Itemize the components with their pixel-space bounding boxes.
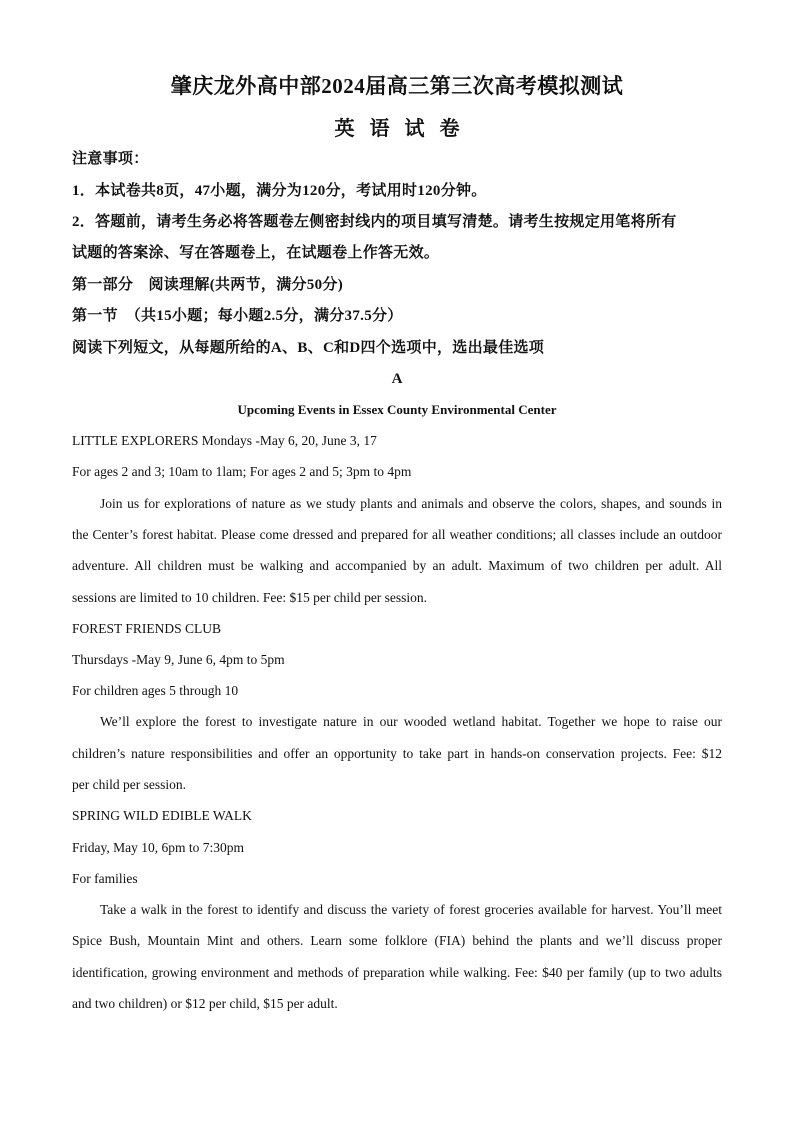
event2-paragraph-line-3: per child per session. — [72, 777, 186, 792]
event3-paragraph-line-2: Spice Bush, Mountain Mint and others. Learn some folklore (FIA) behind the plants and we’ll discuss proper — [72, 933, 722, 948]
notice-item-2-line-2: 试题的答案涂、写在答题卷上，在试题卷上作答无效。 — [72, 245, 440, 261]
passage-title: Upcoming Events in Essex County Environmental Center — [237, 402, 557, 417]
part1-heading: 第一部分 阅读理解(共两节，满分50分) — [72, 277, 343, 293]
event2-heading: FOREST FRIENDS CLUB — [72, 621, 222, 636]
event1-paragraph-line-2: the Center’s forest habitat. Please come dressed and prepared for all weather conditions; all classes include an outdoor — [72, 527, 722, 542]
event3-info-1: Friday, May 10, 6pm to 7:30pm — [72, 840, 244, 855]
event1-paragraph-line-1: Join us for explorations of nature as we study plants and animals and observe the colors, shapes, and sounds in — [100, 496, 722, 511]
event1-paragraph-line-3: adventure. All children must be walking and accompanied by an adult. Maximum of two children per adult. All — [72, 558, 722, 573]
reading-instruction: 阅读下列短文，从每题所给的A、B、C和D四个选项中，选出最佳选项 — [72, 340, 545, 356]
notice-item-1: 1．本试卷共8页，47小题，满分为120分，考试用时120分钟。 — [72, 183, 487, 199]
event2-info-2: For children ages 5 through 10 — [72, 683, 239, 698]
notice-item-2-line-1: 2．答题前，请考生务必将答题卷左侧密封线内的项目填写清楚。请考生按规定用笔将所有 — [72, 214, 677, 230]
notice-heading: 注意事项： — [72, 151, 149, 167]
event1-info: For ages 2 and 3; 10am to 1lam; For ages 2 and 5; 3pm to 4pm — [72, 464, 412, 479]
event3-paragraph-line-3: identification, growing environment and methods of preparation while walking. Fee: $40 per family (up to two adults — [72, 965, 722, 980]
event3-info-2: For families — [72, 871, 138, 886]
event2-info-1: Thursdays -May 9, June 6, 4pm to 5pm — [72, 652, 285, 667]
exam-title: 肇庆龙外高中部2024届高三第三次高考模拟测试 — [170, 74, 624, 98]
section1-heading: 第一节 （共15小题；每小题2.5分，满分37.5分） — [72, 308, 403, 324]
event3-paragraph-line-1: Take a walk in the forest to identify and discuss the variety of forest groceries available for harvest. You’ll meet — [100, 902, 722, 917]
event1-paragraph-line-4: sessions are limited to 10 children. Fee: $15 per child per session. — [72, 590, 428, 605]
event1-heading: LITTLE EXPLORERS Mondays -May 6, 20, June 3, 17 — [72, 433, 377, 448]
event3-heading: SPRING WILD EDIBLE WALK — [72, 808, 252, 823]
exam-subtitle: 英 语 试 卷 — [334, 118, 460, 140]
event3-paragraph-line-4: and two children) or $12 per child, $15 per adult. — [72, 996, 338, 1011]
event2-paragraph-line-2: children’s nature responsibilities and offer an opportunity to take part in hands-on conservation projects. Fee: $12 — [72, 746, 722, 761]
passage-letter: A — [391, 371, 403, 387]
event2-paragraph-line-1: We’ll explore the forest to investigate nature in our wooded wetland habitat. Together we hope to raise our — [100, 714, 722, 729]
